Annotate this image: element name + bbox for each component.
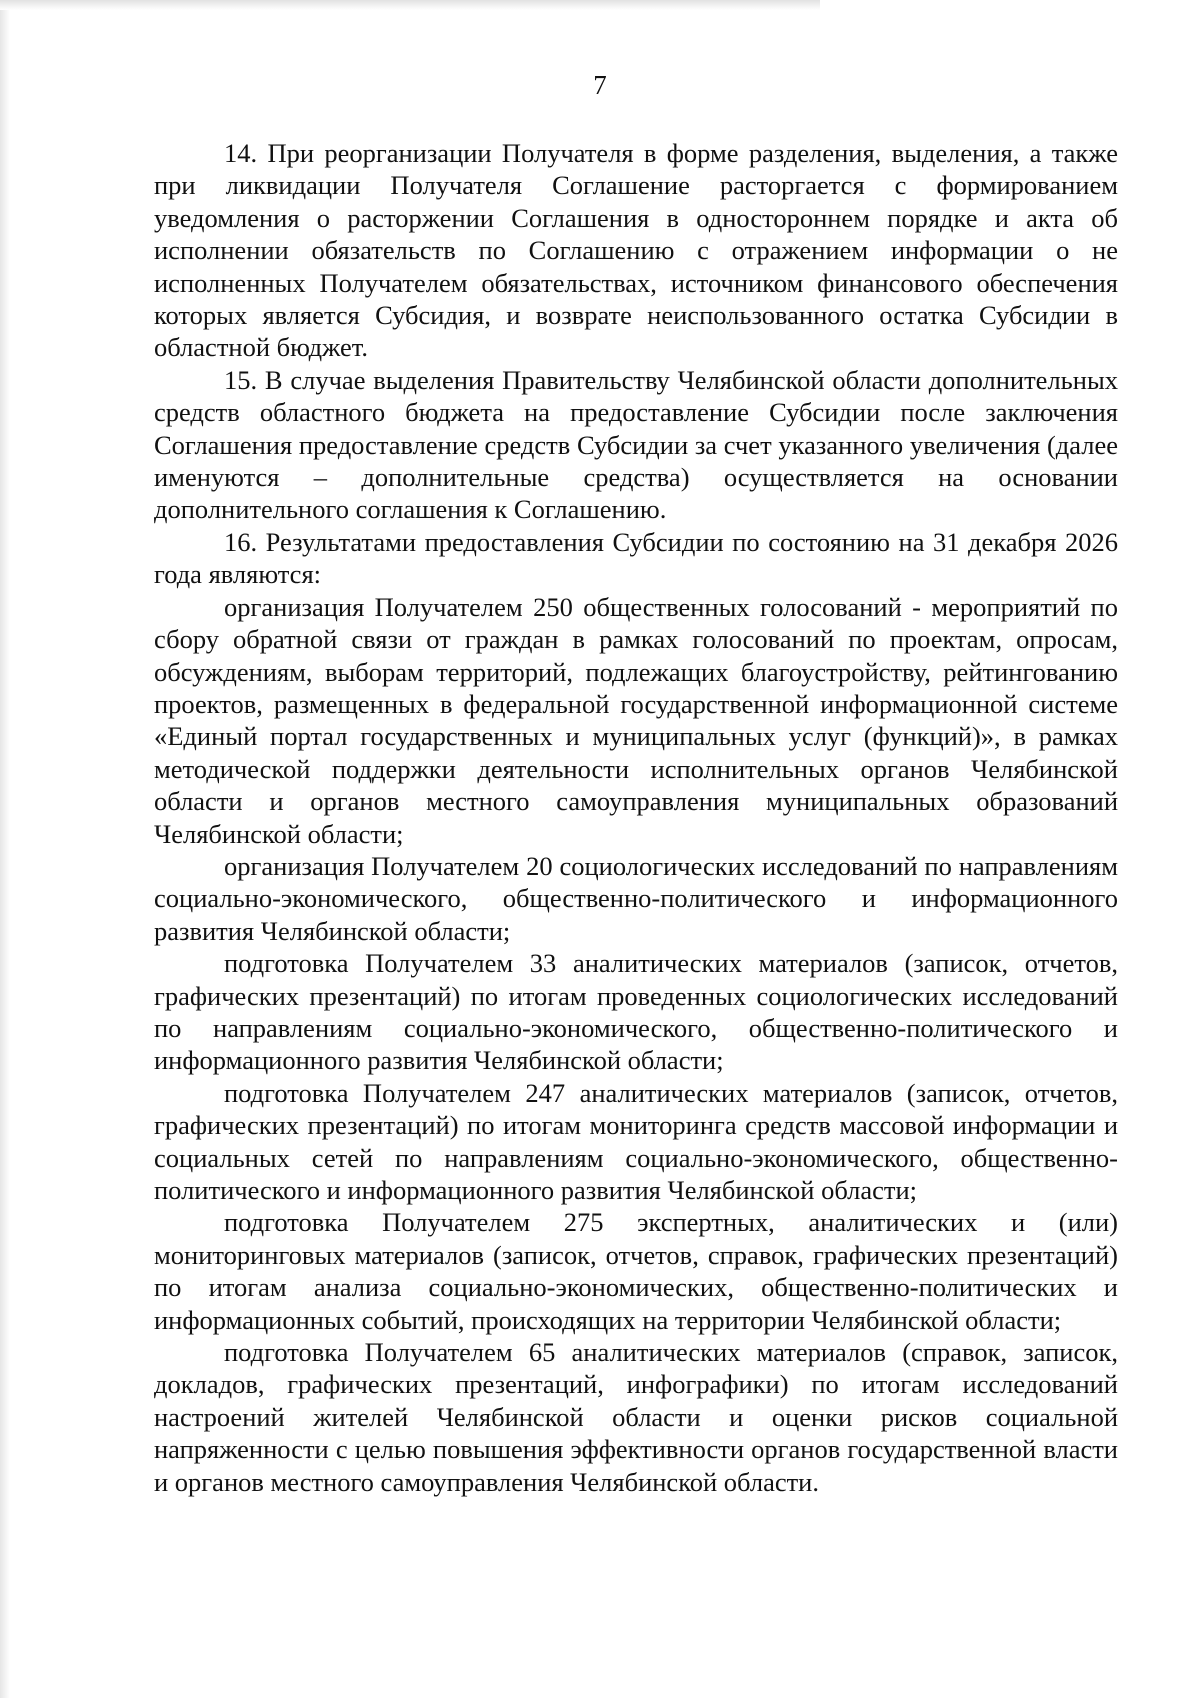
paragraph-16-results-intro: 16. Результатами предоставления Субсидии по состоянию на 31 декабря 2026 года являются: [154, 526, 1118, 590]
result-item-analytical-materials-33: подготовка Получателем 33 аналитических материалов (записок, отчетов, графических презентаций) по итогам проведенных социологических исследований по направлениям социально-экономического, общественно-политического и информационного развития Челябинской области; [154, 948, 1118, 1076]
result-item-analytical-materials-247: подготовка Получателем 247 аналитических материалов (записок, отчетов, графических презентаций) по итогам мониторинга средств массовой информации и социальных сетей по направлениям социально-экономического, общественно-политического и информационного развития Челябинской области; [154, 1077, 1118, 1205]
result-item-sociological-research: организация Получателем 20 социологических исследований по направлениям социально-экономического, общественно-политического и информационного развития Челябинской области; [154, 850, 1118, 946]
paragraph-14-reorganization: 14. При реорганизации Получателя в форме разделения, выделения, а также при ликвидации Получателя Соглашение расторгается с формированием уведомления о расторжении Соглашения в одностороннем порядке и акта об исполнении обязательств по Соглашению с отражением информации о не исполненных Получателем обязательствах, источником финансового обеспечения которых является Субсидия, и возврате неиспользованного остатка Субсидии в областной бюджет. [154, 138, 1118, 363]
page-number: 7 [593, 70, 607, 100]
paragraph-15-additional-funds: 15. В случае выделения Правительству Челябинской области дополнительных средств областного бюджета на предоставление Субсидии после заключения Соглашения предоставление средств Субсидии за счет указанного увеличения (далее именуются – дополнительные средства) осуществляется на основании дополнительного соглашения к Соглашению. [154, 364, 1118, 525]
result-item-public-votes: организация Получателем 250 общественных голосований - мероприятий по сбору обратной связи от граждан в рамках голосований по проектам, опросам, обсуждениям, выборам территорий, подлежащих благоустройству, рейтингованию проектов, размещенных в федеральной государственной информационной системе «Единый портал государственных и муниципальных услуг (функций)», в рамках методической поддержки деятельности исполнительных органов Челябинской области и органов местного самоуправления муниципальных образований Челябинской области; [154, 591, 1118, 849]
scan-edge-top [0, 0, 820, 10]
document-body [154, 137, 1118, 1498]
result-item-expert-materials-275: подготовка Получателем 275 экспертных, аналитических и (или) мониторинговых материалов (записок, отчетов, справок, графических презентаций) по итогам анализа социально-экономических, общественно-политических и информационных событий, происходящих на территории Челябинской области; [154, 1207, 1118, 1335]
result-item-analytical-materials-65: подготовка Получателем 65 аналитических материалов (справок, записок, докладов, графических презентаций, инфографики) по итогам исследований настроений жителей Челябинской области и оценки рисков социальной напряженности с целью повышения эффективности органов государственной власти и органов местного самоуправления Челябинской области. [154, 1337, 1118, 1497]
scan-edge-left [0, 0, 10, 1698]
